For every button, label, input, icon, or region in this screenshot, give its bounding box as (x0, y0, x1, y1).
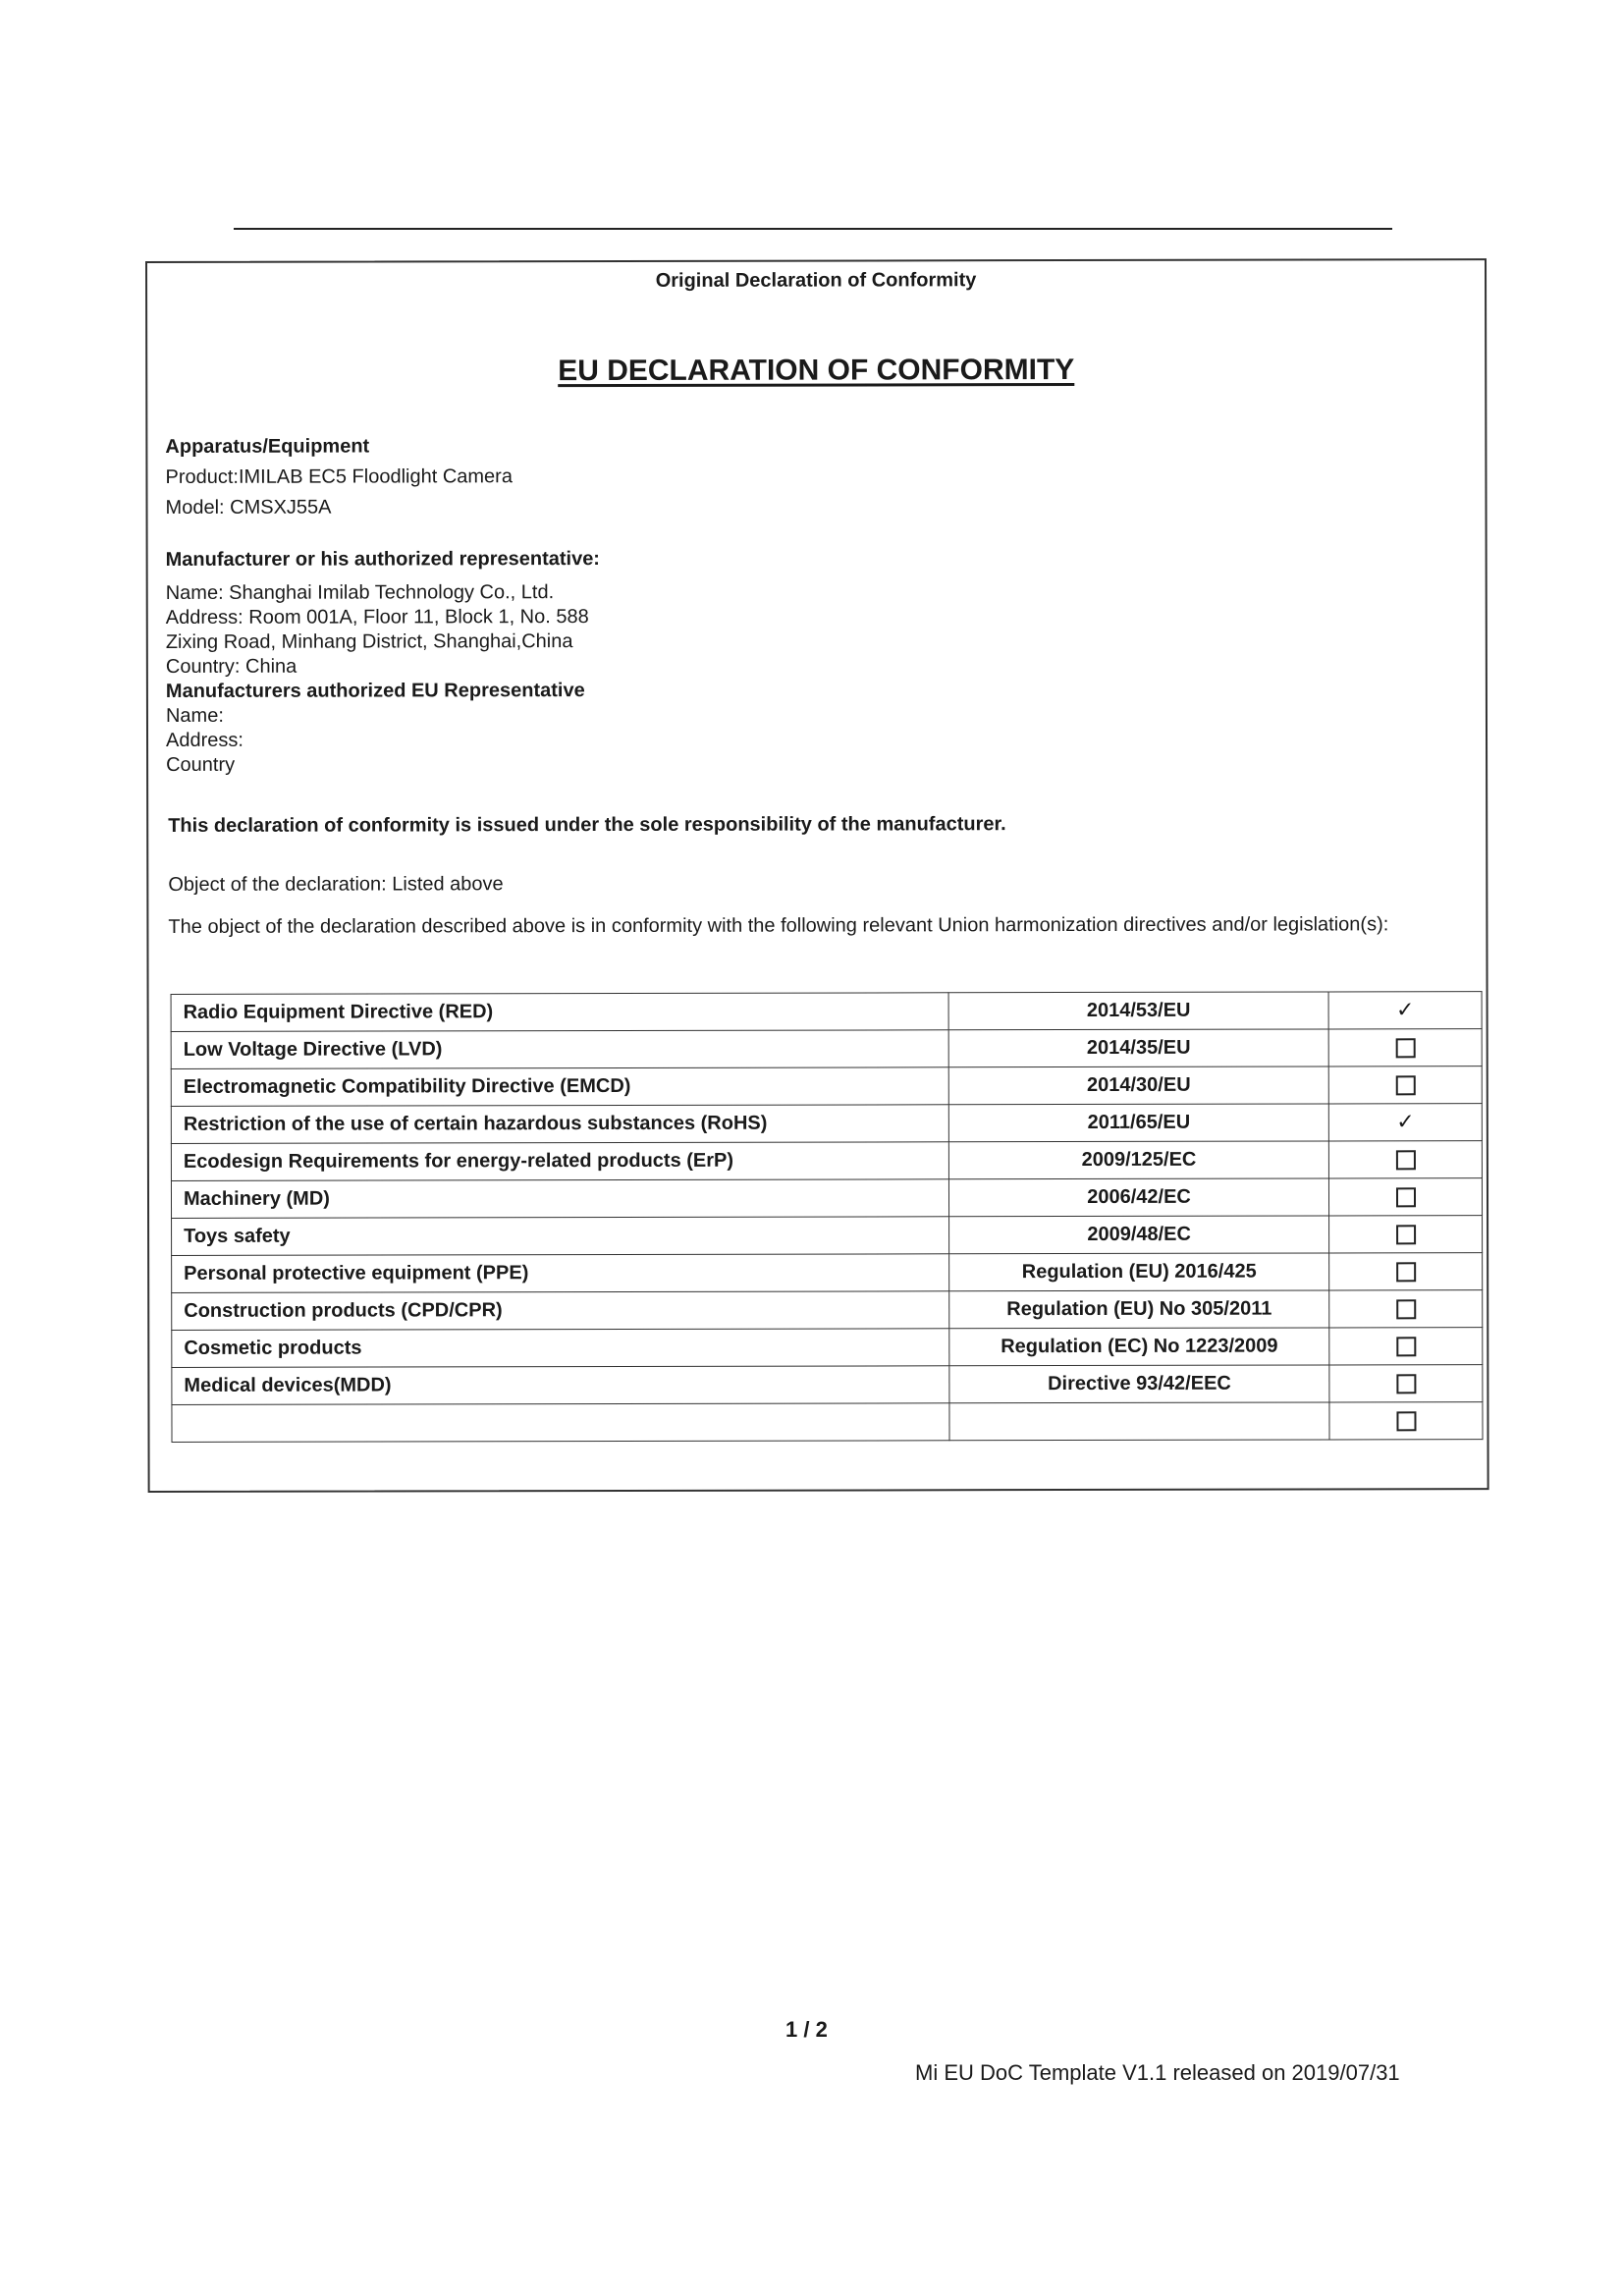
directive-reference: 2009/125/EC (948, 1141, 1328, 1179)
directive-row (171, 1141, 1482, 1181)
directive-row (171, 1104, 1482, 1144)
directive-name: Construction products (CPD/CPR) (172, 1291, 949, 1331)
eu-declaration-heading: EU DECLARATION OF CONFORMITY (558, 354, 1075, 388)
empty-checkbox-icon (1396, 1187, 1416, 1207)
manufacturer-address-line2: Zixing Road, Minhang District, Shanghai,China (165, 630, 573, 653)
directive-row (171, 1178, 1482, 1219)
directive-name: Restriction of the use of certain hazardous substances (RoHS) (171, 1105, 948, 1144)
directive-checkbox (1329, 1290, 1483, 1328)
apparatus-label: Apparatus/Equipment (165, 435, 370, 458)
empty-checkbox-icon (1396, 1225, 1416, 1244)
responsibility-statement: This declaration of conformity is issued under the sole responsibility of the manufacturer. (168, 813, 1006, 837)
directive-reference: 2014/53/EU (948, 992, 1328, 1030)
directive-name: Ecodesign Requirements for energy-related products (ErP) (171, 1142, 948, 1181)
directive-name: Radio Equipment Directive (RED) (171, 993, 948, 1032)
directive-row (172, 1290, 1483, 1331)
manufacturer-country: Country: China (165, 655, 298, 678)
directive-checkbox (1328, 1066, 1482, 1104)
directives-table (171, 991, 1484, 1443)
directive-reference: Regulation (EU) No 305/2011 (949, 1290, 1329, 1329)
eu-rep-label: Manufacturers authorized EU Representative (165, 680, 585, 702)
directive-row (172, 1216, 1483, 1256)
empty-checkbox-icon (1396, 1299, 1416, 1319)
directive-reference: 2011/65/EU (948, 1104, 1328, 1142)
directive-name: Machinery (MD) (171, 1179, 948, 1219)
manufacturer-name: Name: Shanghai Imilab Technology Co., Ltd. (165, 581, 555, 604)
directive-checkbox (1328, 992, 1482, 1029)
model-line: Model: CMSXJ55A (165, 496, 332, 519)
empty-checkbox-icon (1395, 1038, 1415, 1058)
directive-row (172, 1365, 1483, 1405)
directive-name (172, 1403, 949, 1443)
empty-checkbox-icon (1395, 1075, 1415, 1095)
directive-checkbox (1329, 1141, 1483, 1178)
directive-name: Personal protective equipment (PPE) (172, 1254, 949, 1293)
original-declaration-title: Original Declaration of Conformity (655, 269, 977, 292)
object-line: Object of the declaration: Listed above (168, 873, 504, 896)
empty-checkbox-icon (1396, 1374, 1416, 1394)
directive-checkbox (1329, 1365, 1483, 1402)
manufacturer-address-line1: Address: Room 001A, Floor 11, Block 1, No. 588 (165, 606, 589, 629)
directive-checkbox (1328, 1029, 1482, 1066)
eu-rep-country: Country (166, 753, 236, 776)
eu-rep-name: Name: (165, 704, 224, 727)
empty-checkbox-icon (1396, 1150, 1416, 1170)
directive-row (171, 1029, 1482, 1069)
directive-checkbox (1329, 1104, 1483, 1141)
template-note: Mi EU DoC Template V1.1 released on 2019/07/31 (915, 2060, 1400, 2085)
apparatus-section (165, 431, 513, 523)
directive-name: Cosmetic products (172, 1329, 949, 1368)
eu-rep-address: Address: (165, 729, 243, 751)
directive-reference (949, 1402, 1329, 1441)
manufacturer-section (166, 547, 601, 778)
product-line: Product:IMILAB EC5 Floodlight Camera (165, 465, 513, 488)
empty-checkbox-icon (1396, 1337, 1416, 1356)
declaration-frame (145, 258, 1489, 1493)
directive-row (172, 1328, 1483, 1368)
header-rule (234, 228, 1392, 230)
directive-name: Medical devices(MDD) (172, 1366, 949, 1405)
directive-checkbox (1329, 1178, 1483, 1216)
check-mark-icon: ✓ (1396, 1110, 1415, 1135)
check-mark-icon: ✓ (1395, 998, 1415, 1023)
directive-checkbox (1329, 1402, 1483, 1440)
directive-row (172, 1253, 1483, 1293)
directive-reference: Regulation (EU) 2016/425 (949, 1253, 1329, 1291)
directive-name: Low Voltage Directive (LVD) (171, 1030, 948, 1069)
empty-checkbox-icon (1396, 1411, 1416, 1431)
directive-reference: 2009/48/EC (948, 1216, 1328, 1254)
empty-checkbox-icon (1396, 1262, 1416, 1282)
directive-reference: 2014/35/EU (948, 1029, 1328, 1067)
directive-reference: 2014/30/EU (948, 1066, 1328, 1105)
manufacturer-label: Manufacturer or his authorized representative: (165, 548, 600, 571)
directive-checkbox (1329, 1253, 1483, 1290)
directive-row (171, 1066, 1482, 1107)
directive-reference: Regulation (EC) No 1223/2009 (949, 1328, 1329, 1366)
directive-checkbox (1329, 1328, 1483, 1365)
directive-name: Electromagnetic Compatibility Directive (EMCD) (171, 1067, 948, 1107)
directive-name: Toys safety (172, 1217, 949, 1256)
directive-checkbox (1329, 1216, 1483, 1253)
directive-row (171, 992, 1482, 1032)
directive-reference: Directive 93/42/EEC (949, 1365, 1329, 1403)
conformity-text: The object of the declaration described above is in conformity with the following relevant Union harmonization directives and/or legislation(s): (168, 913, 1389, 938)
directive-row (172, 1402, 1483, 1443)
directive-reference: 2006/42/EC (948, 1178, 1328, 1217)
page-number: 1 / 2 (785, 2017, 828, 2042)
